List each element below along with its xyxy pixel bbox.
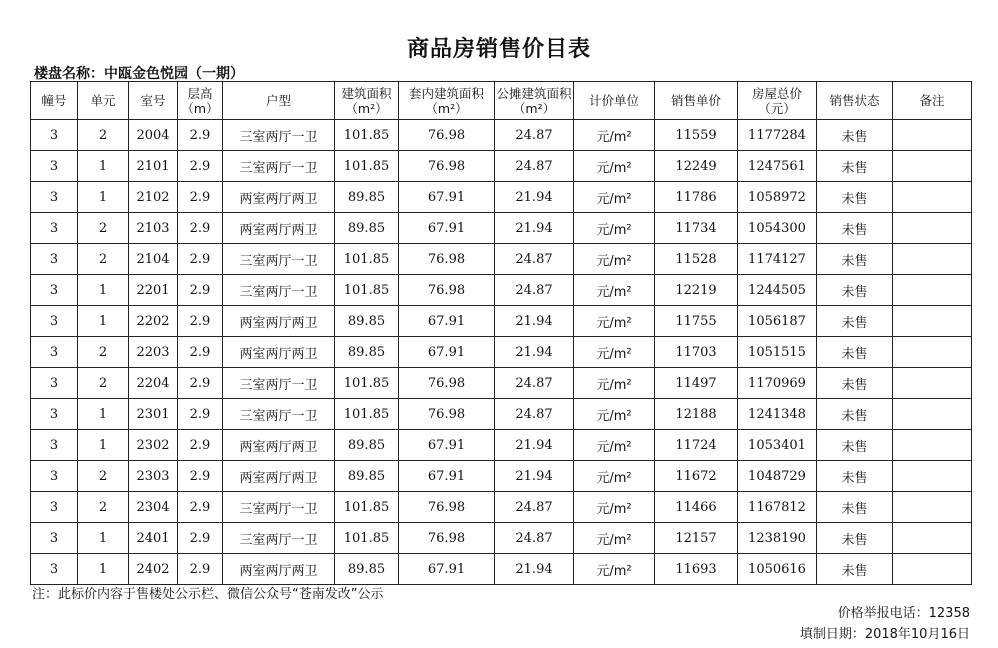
cell-shared-area: 21.94 xyxy=(495,213,574,244)
cell-remark xyxy=(893,430,972,461)
cell-floor-height: 2.9 xyxy=(178,120,223,151)
cell-room: 2102 xyxy=(129,182,178,213)
cell-total-price: 1056187 xyxy=(738,306,817,337)
cell-floor-height: 2.9 xyxy=(178,492,223,523)
cell-shared-area: 21.94 xyxy=(495,337,574,368)
cell-status: 未售 xyxy=(817,120,893,151)
cell-floor-height: 2.9 xyxy=(178,430,223,461)
header-price-unit: 计价单位 xyxy=(574,82,655,120)
header-gross-area: 建筑面积（m²） xyxy=(335,82,399,120)
header-shared-area: 公摊建筑面积（m²） xyxy=(495,82,574,120)
cell-status: 未售 xyxy=(817,275,893,306)
cell-inner-area: 76.98 xyxy=(399,492,495,523)
cell-building: 3 xyxy=(31,368,78,399)
cell-floor-height: 2.9 xyxy=(178,399,223,430)
cell-unit-price: 11786 xyxy=(655,182,738,213)
table-row xyxy=(31,151,972,182)
cell-shared-area: 21.94 xyxy=(495,461,574,492)
cell-unit-price: 11724 xyxy=(655,430,738,461)
table-row xyxy=(31,306,972,337)
cell-shared-area: 24.87 xyxy=(495,275,574,306)
cell-shared-area: 24.87 xyxy=(495,399,574,430)
header-unit-price: 销售单价 xyxy=(655,82,738,120)
cell-gross-area: 101.85 xyxy=(335,523,399,554)
cell-layout: 三室两厅一卫 xyxy=(223,151,335,182)
cell-total-price: 1053401 xyxy=(738,430,817,461)
cell-price-unit: 元/m² xyxy=(574,275,655,306)
cell-room: 2301 xyxy=(129,399,178,430)
cell-building: 3 xyxy=(31,337,78,368)
cell-remark xyxy=(893,554,972,585)
cell-shared-area: 24.87 xyxy=(495,151,574,182)
cell-status: 未售 xyxy=(817,430,893,461)
cell-room: 2103 xyxy=(129,213,178,244)
cell-unit: 2 xyxy=(78,368,129,399)
cell-total-price: 1048729 xyxy=(738,461,817,492)
cell-building: 3 xyxy=(31,399,78,430)
cell-remark xyxy=(893,244,972,275)
cell-unit: 1 xyxy=(78,430,129,461)
cell-unit-price: 11528 xyxy=(655,244,738,275)
price-table xyxy=(30,81,972,585)
cell-inner-area: 67.91 xyxy=(399,554,495,585)
table-row xyxy=(31,368,972,399)
cell-inner-area: 67.91 xyxy=(399,461,495,492)
cell-total-price: 1241348 xyxy=(738,399,817,430)
cell-gross-area: 89.85 xyxy=(335,213,399,244)
cell-inner-area: 76.98 xyxy=(399,523,495,554)
header-building: 幢号 xyxy=(31,82,78,120)
cell-unit: 2 xyxy=(78,120,129,151)
cell-gross-area: 101.85 xyxy=(335,275,399,306)
cell-layout: 三室两厅一卫 xyxy=(223,492,335,523)
cell-total-price: 1177284 xyxy=(738,120,817,151)
cell-layout: 三室两厅一卫 xyxy=(223,399,335,430)
cell-floor-height: 2.9 xyxy=(178,213,223,244)
table-row xyxy=(31,182,972,213)
table-row xyxy=(31,399,972,430)
cell-inner-area: 67.91 xyxy=(399,306,495,337)
cell-unit-price: 11497 xyxy=(655,368,738,399)
cell-remark xyxy=(893,461,972,492)
cell-gross-area: 101.85 xyxy=(335,244,399,275)
table-row xyxy=(31,554,972,585)
cell-floor-height: 2.9 xyxy=(178,275,223,306)
cell-price-unit: 元/m² xyxy=(574,492,655,523)
cell-shared-area: 24.87 xyxy=(495,523,574,554)
cell-total-price: 1054300 xyxy=(738,213,817,244)
cell-building: 3 xyxy=(31,461,78,492)
header-unit: 单元 xyxy=(78,82,129,120)
cell-status: 未售 xyxy=(817,554,893,585)
cell-status: 未售 xyxy=(817,244,893,275)
cell-unit-price: 11559 xyxy=(655,120,738,151)
cell-gross-area: 89.85 xyxy=(335,461,399,492)
cell-gross-area: 101.85 xyxy=(335,492,399,523)
cell-unit: 2 xyxy=(78,492,129,523)
cell-inner-area: 67.91 xyxy=(399,430,495,461)
cell-remark xyxy=(893,306,972,337)
cell-total-price: 1170969 xyxy=(738,368,817,399)
cell-inner-area: 76.98 xyxy=(399,244,495,275)
cell-floor-height: 2.9 xyxy=(178,554,223,585)
cell-gross-area: 89.85 xyxy=(335,337,399,368)
cell-gross-area: 89.85 xyxy=(335,306,399,337)
cell-gross-area: 101.85 xyxy=(335,120,399,151)
cell-remark xyxy=(893,120,972,151)
cell-remark xyxy=(893,182,972,213)
cell-price-unit: 元/m² xyxy=(574,430,655,461)
cell-remark xyxy=(893,151,972,182)
cell-status: 未售 xyxy=(817,337,893,368)
cell-layout: 三室两厅一卫 xyxy=(223,523,335,554)
cell-remark xyxy=(893,337,972,368)
cell-unit: 1 xyxy=(78,399,129,430)
cell-status: 未售 xyxy=(817,461,893,492)
cell-price-unit: 元/m² xyxy=(574,337,655,368)
cell-gross-area: 101.85 xyxy=(335,151,399,182)
cell-floor-height: 2.9 xyxy=(178,461,223,492)
cell-price-unit: 元/m² xyxy=(574,461,655,492)
header-remark: 备注 xyxy=(893,82,972,120)
cell-shared-area: 24.87 xyxy=(495,492,574,523)
cell-unit-price: 11466 xyxy=(655,492,738,523)
cell-price-unit: 元/m² xyxy=(574,120,655,151)
cell-total-price: 1051515 xyxy=(738,337,817,368)
table-row xyxy=(31,492,972,523)
cell-unit: 1 xyxy=(78,182,129,213)
cell-layout: 两室两厅两卫 xyxy=(223,213,335,244)
cell-unit: 1 xyxy=(78,275,129,306)
table-row xyxy=(31,430,972,461)
cell-floor-height: 2.9 xyxy=(178,306,223,337)
cell-unit: 1 xyxy=(78,554,129,585)
cell-room: 2401 xyxy=(129,523,178,554)
cell-building: 3 xyxy=(31,120,78,151)
cell-room: 2101 xyxy=(129,151,178,182)
cell-room: 2203 xyxy=(129,337,178,368)
cell-shared-area: 24.87 xyxy=(495,120,574,151)
cell-status: 未售 xyxy=(817,523,893,554)
cell-unit: 2 xyxy=(78,461,129,492)
table-row xyxy=(31,120,972,151)
cell-status: 未售 xyxy=(817,213,893,244)
cell-remark xyxy=(893,492,972,523)
cell-remark xyxy=(893,213,972,244)
cell-layout: 两室两厅两卫 xyxy=(223,554,335,585)
cell-floor-height: 2.9 xyxy=(178,151,223,182)
cell-unit-price: 12157 xyxy=(655,523,738,554)
cell-unit-price: 12249 xyxy=(655,151,738,182)
table-header-row xyxy=(31,82,972,120)
cell-inner-area: 67.91 xyxy=(399,213,495,244)
cell-room: 2004 xyxy=(129,120,178,151)
cell-floor-height: 2.9 xyxy=(178,337,223,368)
cell-room: 2201 xyxy=(129,275,178,306)
cell-unit: 1 xyxy=(78,306,129,337)
cell-building: 3 xyxy=(31,554,78,585)
header-room: 室号 xyxy=(129,82,178,120)
cell-unit: 1 xyxy=(78,151,129,182)
cell-total-price: 1244505 xyxy=(738,275,817,306)
cell-layout: 两室两厅两卫 xyxy=(223,461,335,492)
cell-price-unit: 元/m² xyxy=(574,306,655,337)
cell-unit-price: 11703 xyxy=(655,337,738,368)
header-status: 销售状态 xyxy=(817,82,893,120)
cell-gross-area: 89.85 xyxy=(335,554,399,585)
cell-remark xyxy=(893,368,972,399)
cell-total-price: 1247561 xyxy=(738,151,817,182)
cell-unit-price: 12188 xyxy=(655,399,738,430)
cell-price-unit: 元/m² xyxy=(574,399,655,430)
cell-inner-area: 76.98 xyxy=(399,120,495,151)
page-title: 商品房销售价目表 xyxy=(406,37,591,62)
cell-unit-price: 11672 xyxy=(655,461,738,492)
cell-total-price: 1238190 xyxy=(738,523,817,554)
cell-unit-price: 11693 xyxy=(655,554,738,585)
cell-room: 2202 xyxy=(129,306,178,337)
cell-status: 未售 xyxy=(817,182,893,213)
cell-remark xyxy=(893,399,972,430)
cell-inner-area: 67.91 xyxy=(399,182,495,213)
table-row xyxy=(31,213,972,244)
cell-layout: 两室两厅两卫 xyxy=(223,430,335,461)
cell-building: 3 xyxy=(31,430,78,461)
table-row xyxy=(31,275,972,306)
cell-price-unit: 元/m² xyxy=(574,213,655,244)
cell-price-unit: 元/m² xyxy=(574,182,655,213)
cell-layout: 三室两厅一卫 xyxy=(223,120,335,151)
cell-room: 2303 xyxy=(129,461,178,492)
cell-price-unit: 元/m² xyxy=(574,151,655,182)
cell-remark xyxy=(893,523,972,554)
table-row xyxy=(31,337,972,368)
cell-inner-area: 76.98 xyxy=(399,151,495,182)
cell-layout: 两室两厅两卫 xyxy=(223,182,335,213)
cell-building: 3 xyxy=(31,244,78,275)
cell-floor-height: 2.9 xyxy=(178,523,223,554)
cell-layout: 三室两厅一卫 xyxy=(223,275,335,306)
cell-shared-area: 21.94 xyxy=(495,306,574,337)
cell-shared-area: 24.87 xyxy=(495,368,574,399)
cell-status: 未售 xyxy=(817,151,893,182)
table-body xyxy=(31,120,972,585)
cell-floor-height: 2.9 xyxy=(178,182,223,213)
fill-date: 填制日期：2018年10月16日 xyxy=(799,627,970,642)
cell-unit-price: 11734 xyxy=(655,213,738,244)
cell-gross-area: 89.85 xyxy=(335,182,399,213)
header-total-price: 房屋总价（元） xyxy=(738,82,817,120)
footnote: 注：此标价内容于售楼处公示栏、微信公众号“苍南发改”公示 xyxy=(32,587,384,602)
cell-gross-area: 101.85 xyxy=(335,399,399,430)
cell-building: 3 xyxy=(31,523,78,554)
cell-room: 2104 xyxy=(129,244,178,275)
cell-shared-area: 21.94 xyxy=(495,430,574,461)
cell-inner-area: 76.98 xyxy=(399,399,495,430)
cell-inner-area: 76.98 xyxy=(399,368,495,399)
cell-room: 2302 xyxy=(129,430,178,461)
cell-building: 3 xyxy=(31,275,78,306)
cell-building: 3 xyxy=(31,492,78,523)
cell-building: 3 xyxy=(31,182,78,213)
cell-building: 3 xyxy=(31,213,78,244)
cell-status: 未售 xyxy=(817,492,893,523)
cell-unit: 1 xyxy=(78,523,129,554)
cell-status: 未售 xyxy=(817,368,893,399)
cell-layout: 两室两厅两卫 xyxy=(223,337,335,368)
cell-price-unit: 元/m² xyxy=(574,368,655,399)
cell-unit: 2 xyxy=(78,337,129,368)
cell-shared-area: 21.94 xyxy=(495,182,574,213)
cell-unit-price: 11755 xyxy=(655,306,738,337)
cell-unit-price: 12219 xyxy=(655,275,738,306)
cell-floor-height: 2.9 xyxy=(178,244,223,275)
price-hotline: 价格举报电话：12358 xyxy=(837,606,970,621)
cell-status: 未售 xyxy=(817,306,893,337)
cell-room: 2402 xyxy=(129,554,178,585)
cell-total-price: 1174127 xyxy=(738,244,817,275)
cell-unit: 2 xyxy=(78,244,129,275)
cell-inner-area: 67.91 xyxy=(399,337,495,368)
cell-floor-height: 2.9 xyxy=(178,368,223,399)
table-row xyxy=(31,244,972,275)
cell-building: 3 xyxy=(31,151,78,182)
cell-layout: 三室两厅一卫 xyxy=(223,368,335,399)
cell-price-unit: 元/m² xyxy=(574,523,655,554)
cell-room: 2304 xyxy=(129,492,178,523)
cell-building: 3 xyxy=(31,306,78,337)
project-name-label: 楼盘名称：中瓯金色悦园（一期） xyxy=(34,66,244,82)
cell-inner-area: 76.98 xyxy=(399,275,495,306)
cell-gross-area: 101.85 xyxy=(335,368,399,399)
cell-remark xyxy=(893,275,972,306)
cell-shared-area: 21.94 xyxy=(495,554,574,585)
cell-layout: 三室两厅一卫 xyxy=(223,244,335,275)
header-inner-area: 套内建筑面积（m²） xyxy=(399,82,495,120)
header-layout: 户型 xyxy=(223,82,335,120)
table-row xyxy=(31,523,972,554)
cell-room: 2204 xyxy=(129,368,178,399)
cell-total-price: 1167812 xyxy=(738,492,817,523)
cell-total-price: 1050616 xyxy=(738,554,817,585)
header-floor-height: 层高（m） xyxy=(178,82,223,120)
cell-price-unit: 元/m² xyxy=(574,244,655,275)
cell-gross-area: 89.85 xyxy=(335,430,399,461)
cell-unit: 2 xyxy=(78,213,129,244)
cell-status: 未售 xyxy=(817,399,893,430)
table-row xyxy=(31,461,972,492)
cell-total-price: 1058972 xyxy=(738,182,817,213)
cell-price-unit: 元/m² xyxy=(574,554,655,585)
cell-layout: 两室两厅两卫 xyxy=(223,306,335,337)
cell-shared-area: 24.87 xyxy=(495,244,574,275)
